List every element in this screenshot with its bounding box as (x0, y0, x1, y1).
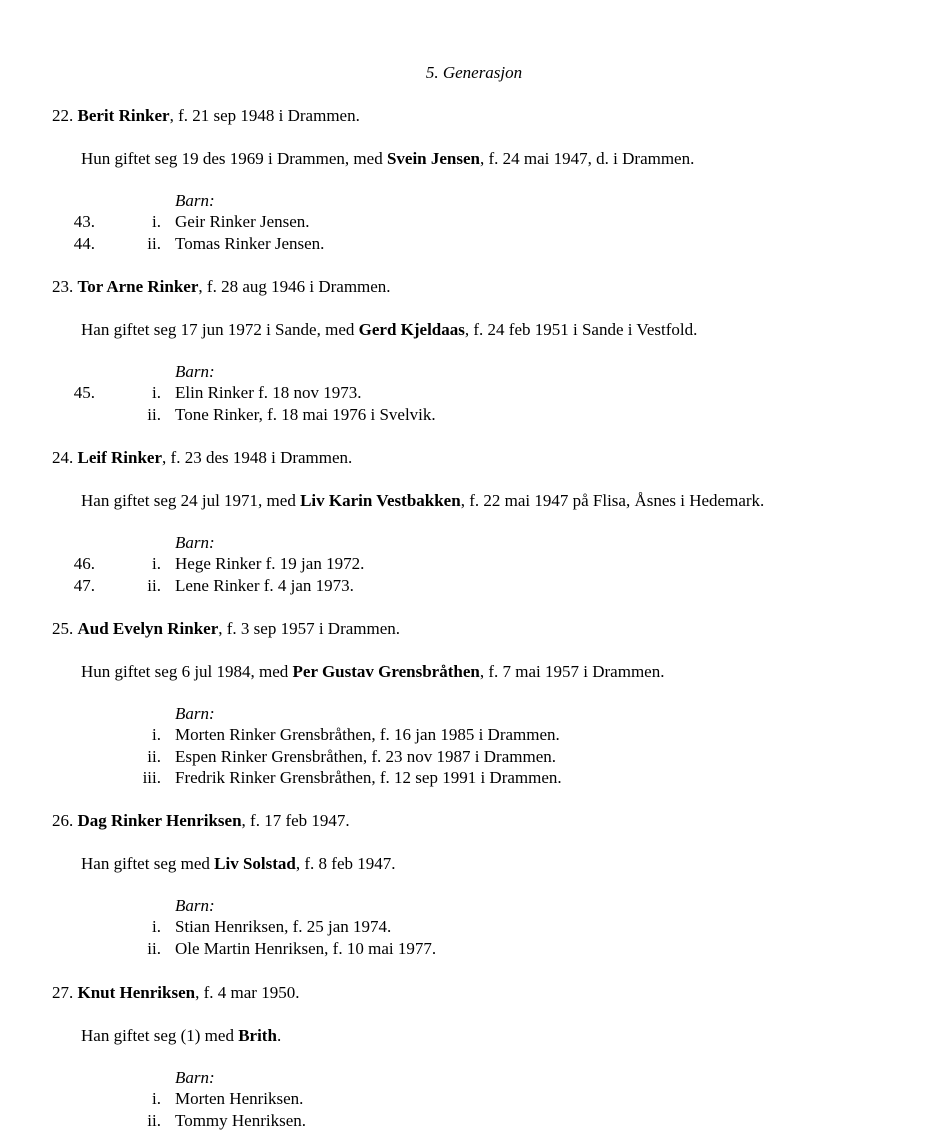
child-ordinal: i. (152, 383, 161, 402)
marriage-line (81, 855, 396, 872)
spouse-name: Per Gustav Grensbråthen (292, 662, 480, 681)
child-reference-number: 45. (73, 383, 95, 402)
entry-number: 23. (52, 277, 74, 296)
marriage-line (81, 663, 664, 680)
child-reference-number: 44. (73, 233, 95, 253)
child-ordinal: ii. (147, 404, 161, 424)
marriage-text: Han giftet seg 24 jul 1971, med (81, 491, 301, 510)
family-entry-line (52, 812, 350, 829)
child-entry: Elin Rinker f. 18 nov 1973. (175, 383, 362, 402)
child-ordinal: i. (152, 725, 161, 744)
page-heading: 5. Generasjon (425, 63, 523, 82)
entry-number: 22. (52, 106, 74, 125)
child-entry: Morten Rinker Grensbråthen, f. 16 jan 1985 i Drammen. (175, 725, 560, 744)
child-entry: Stian Henriksen, f. 25 jan 1974. (175, 917, 392, 936)
children-label: Barn: (175, 362, 215, 381)
family-entry-line (52, 278, 391, 295)
child-ordinal: ii. (147, 233, 161, 253)
child-reference-number: 43. (73, 212, 95, 231)
marriage-text: Hun giftet seg 19 des 1969 i Drammen, med (81, 149, 387, 168)
child-entry: Tomas Rinker Jensen. (175, 233, 325, 253)
child-ordinal: i. (152, 212, 161, 231)
entry-number: 24. (52, 448, 74, 467)
marriage-line (81, 1027, 281, 1044)
person-name: Leif Rinker (77, 448, 163, 467)
child-ordinal: ii. (147, 746, 161, 766)
marriage-text: Han giftet seg med (81, 854, 215, 873)
spouse-info: , f. 8 feb 1947. (295, 854, 396, 873)
birth-info: , f. 4 mar 1950. (195, 983, 300, 1002)
spouse-name: Liv Karin Vestbakken (300, 491, 461, 510)
spouse-info: , f. 7 mai 1957 i Drammen. (479, 662, 665, 681)
entry-number: 25. (52, 619, 74, 638)
person-name: Knut Henriksen (77, 983, 196, 1002)
child-ordinal: ii. (147, 575, 161, 595)
child-entry: Fredrik Rinker Grensbråthen, f. 12 sep 1991 i Drammen. (175, 768, 562, 787)
entry-number: 26. (52, 811, 74, 830)
children-label: Barn: (175, 1068, 215, 1087)
family-entry-line (52, 107, 360, 124)
child-entry: Geir Rinker Jensen. (175, 212, 310, 231)
spouse-name: Svein Jensen (386, 149, 480, 168)
spouse-name: Brith (238, 1026, 277, 1045)
child-reference-number: 47. (73, 575, 95, 595)
birth-info: , f. 23 des 1948 i Drammen. (162, 448, 353, 467)
child-ordinal: ii. (147, 1110, 161, 1130)
birth-info: , f. 28 aug 1946 i Drammen. (198, 277, 391, 296)
children-label: Barn: (175, 191, 215, 210)
marriage-line (81, 321, 697, 338)
marriage-text: Han giftet seg (1) med (81, 1026, 239, 1045)
child-ordinal: i. (152, 1089, 161, 1108)
marriage-text: Han giftet seg 17 jun 1972 i Sande, med (81, 320, 359, 339)
spouse-name: Gerd Kjeldaas (358, 320, 465, 339)
children-label: Barn: (175, 896, 215, 915)
person-name: Aud Evelyn Rinker (77, 619, 219, 638)
child-ordinal: i. (152, 917, 161, 936)
entry-number: 27. (52, 983, 74, 1002)
children-label: Barn: (175, 704, 215, 723)
spouse-info: , f. 24 feb 1951 i Sande i Vestfold. (464, 320, 698, 339)
birth-info: , f. 3 sep 1957 i Drammen. (218, 619, 401, 638)
person-name: Tor Arne Rinker (77, 277, 199, 296)
child-reference-number: 46. (73, 554, 95, 573)
child-entry: Tommy Henriksen. (175, 1110, 307, 1130)
child-entry: Ole Martin Henriksen, f. 10 mai 1977. (175, 938, 437, 958)
person-name: Dag Rinker Henriksen (77, 811, 242, 830)
child-ordinal: ii. (147, 938, 161, 958)
child-ordinal: i. (152, 554, 161, 573)
child-ordinal: iii. (142, 768, 161, 787)
spouse-info: . (276, 1026, 282, 1045)
child-entry: Lene Rinker f. 4 jan 1973. (175, 575, 354, 595)
spouse-name: Liv Solstad (214, 854, 296, 873)
person-name: Berit Rinker (77, 106, 170, 125)
spouse-info: , f. 24 mai 1947, d. i Drammen. (480, 149, 695, 168)
birth-info: , f. 21 sep 1948 i Drammen. (169, 106, 360, 125)
marriage-text: Hun giftet seg 6 jul 1984, med (81, 662, 293, 681)
birth-info: , f. 17 feb 1947. (241, 811, 350, 830)
family-entry-line (52, 984, 299, 1001)
child-entry: Espen Rinker Grensbråthen, f. 23 nov 1987 i Drammen. (175, 746, 556, 766)
child-entry: Tone Rinker, f. 18 mai 1976 i Svelvik. (175, 404, 436, 424)
children-label: Barn: (175, 533, 215, 552)
family-entry-line (52, 449, 352, 466)
family-entry-line (52, 620, 400, 637)
child-entry: Morten Henriksen. (175, 1089, 304, 1108)
spouse-info: , f. 22 mai 1947 på Flisa, Åsnes i Hedemark. (460, 491, 765, 510)
marriage-line (81, 150, 694, 167)
marriage-line (81, 492, 764, 509)
child-entry: Hege Rinker f. 19 jan 1972. (175, 554, 365, 573)
